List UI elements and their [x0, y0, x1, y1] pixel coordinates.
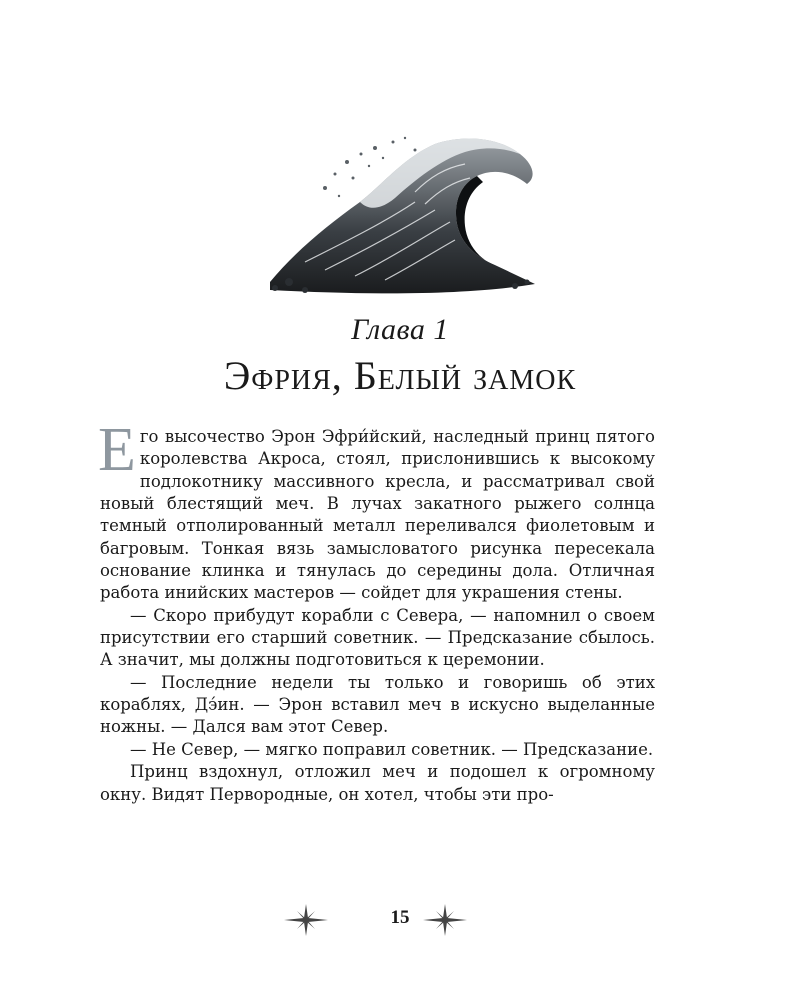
chapter-title-initial: Э	[223, 353, 252, 398]
chapter-title	[0, 352, 800, 399]
page-number: 15	[390, 907, 410, 928]
paragraph-4: — Не Север, — мягко поправил советник. — Предсказание.	[130, 739, 654, 759]
paragraph-2: — Скоро прибудут корабли с Севера, — напомнил о своем присутствии его старший советник. — Предсказание сбылось. А значит, мы должны подготовиться к церемонии.	[100, 605, 655, 670]
page-footer	[0, 900, 800, 940]
paragraph-1	[98, 416, 655, 605]
paragraph-5: Принц вздохнул, отложил меч и подошел к огромному окну. Видят Первородные, он хотел, чтобы эти про-	[100, 762, 655, 804]
paragraph-3: — Последние недели ты только и говоришь об этих кораблях, Дэ́ин. — Эрон вставил меч в искусно выделанные ножны. — Дался вам этот Север.	[100, 672, 655, 737]
paragraph-1-text: го высочество Эрон Эфри́йский, наследный принц пятого королевства Акроса, стоял, прислонившись к высокому подлокотнику массивного кресла, и рассматривал свой новый блестящий меч. В лучах закатного рыжего солнца темный отполированный металл переливался фиолетовым и багровым. Тонкая вязь замысловатого рисунка пересекала основание клинка и тянулась до середины дола. Отличная работа инийских мастеров — сойдет для украшения стены.	[100, 427, 655, 603]
body-text	[98, 416, 655, 806]
chapter-number: Глава 1	[351, 313, 449, 346]
chapter-title-part2: елый замок	[377, 353, 577, 398]
star-ornament-icon	[284, 904, 328, 936]
drop-cap: Е	[98, 416, 136, 484]
chapter-title-initial2: Б	[353, 353, 378, 398]
chapter-title-part1: фрия,	[251, 353, 354, 398]
star-ornament-icon	[423, 904, 467, 936]
wave-illustration-icon	[265, 132, 540, 300]
